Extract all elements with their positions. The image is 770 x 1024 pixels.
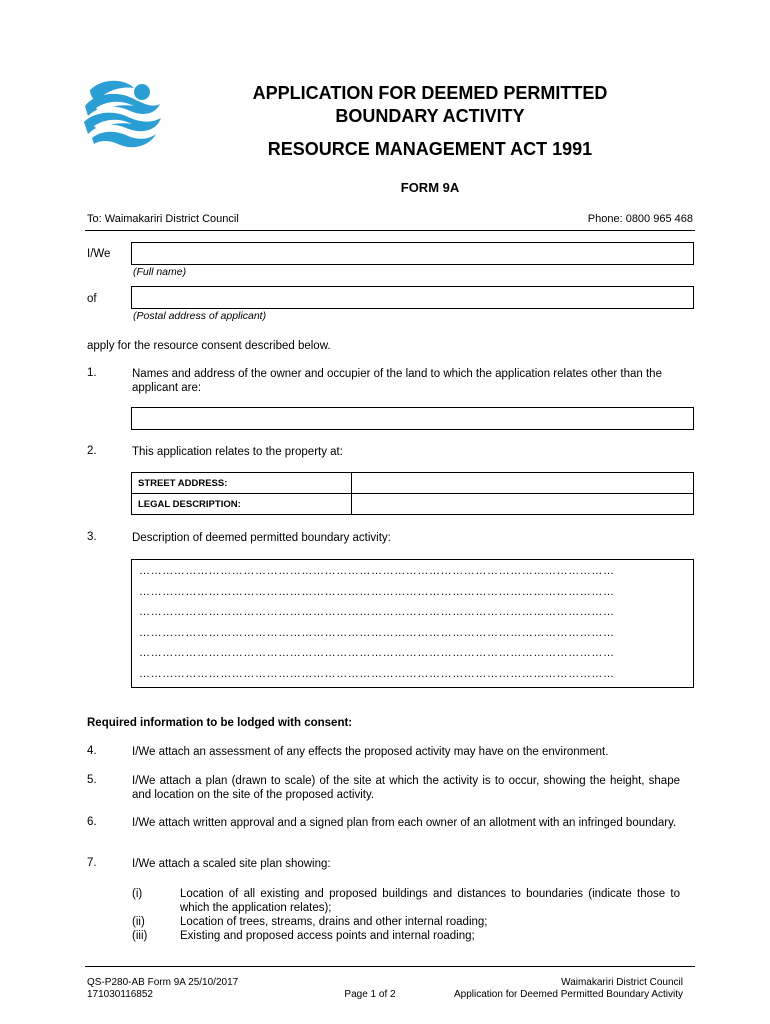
footer-page-number: Page 1 of 2	[344, 989, 396, 1000]
description-line: ……………………………………………………………………………………………………………	[139, 667, 615, 680]
legal-row	[132, 494, 694, 515]
item-number: 4.	[87, 745, 97, 757]
recipient-to: To: Waimakariri District Council	[87, 213, 239, 225]
item-text: I/We attach a plan (drawn to scale) of the site at which the activity is to occur, showing the height, shape and location on the site of the proposed activity.	[132, 775, 680, 801]
footer-divider	[85, 966, 695, 967]
form-title-line1: APPLICATION FOR DEEMED PERMITTED	[252, 83, 608, 103]
item-number: 5.	[87, 774, 97, 786]
council-logo-icon	[82, 78, 164, 150]
subitem-number: (ii)	[132, 916, 145, 928]
footer-org: Waimakariri District Council	[561, 977, 683, 988]
q2-text: This application relates to the property at:	[132, 446, 343, 458]
legal-label: LEGAL DESCRIPTION:	[132, 494, 352, 515]
act-title: RESOURCE MANAGEMENT ACT 1991	[267, 139, 593, 159]
description-line: ……………………………………………………………………………………………………………	[139, 606, 615, 618]
activity-description-field[interactable]	[131, 559, 694, 688]
property-table	[131, 472, 694, 515]
street-row	[132, 473, 694, 494]
street-address-field[interactable]	[352, 473, 694, 494]
footer-doc-title: Application for Deemed Permitted Boundary Activity	[454, 989, 683, 1000]
of-label: of	[87, 293, 97, 305]
subitem-text: Existing and proposed access points and internal roading;	[180, 930, 475, 942]
full-name-field[interactable]	[131, 242, 694, 265]
subitem-text: Location of all existing and proposed buildings and distances to boundaries (indicate those to which the application relates);	[180, 888, 680, 914]
q3-number: 3.	[87, 531, 97, 543]
q2-number: 2.	[87, 445, 97, 457]
description-line: ……………………………………………………………………………………………………………	[139, 647, 615, 659]
full-name-hint: (Full name)	[133, 266, 187, 278]
footer-doc-id: 171030116852	[87, 989, 153, 1000]
form-number: FORM 9A	[400, 180, 460, 195]
footer-doc-code: QS-P280-AB Form 9A 25/10/2017	[87, 977, 239, 988]
legal-description-field[interactable]	[352, 494, 694, 515]
description-line: ……………………………………………………………………………………………………………	[139, 585, 615, 598]
q1-number: 1.	[87, 367, 97, 379]
required-heading: Required information to be lodged with consent:	[87, 717, 353, 729]
intro-text: apply for the resource consent described below.	[87, 340, 331, 352]
header-divider	[85, 230, 695, 231]
description-line: ……………………………………………………………………………………………………………	[139, 565, 615, 577]
item-number: 7.	[87, 857, 97, 869]
subitem-number: (i)	[132, 888, 143, 900]
subitem-text: Location of trees, streams, drains and other internal roading;	[180, 916, 488, 928]
item-text: I/We attach an assessment of any effects the proposed activity may have on the environment.	[132, 746, 609, 758]
item-text: I/We attach a scaled site plan showing:	[132, 858, 331, 870]
postal-address-hint: (Postal address of applicant)	[133, 310, 267, 322]
description-line: ……………………………………………………………………………………………………………	[139, 626, 615, 639]
subitem-number: (iii)	[132, 930, 148, 942]
street-label: STREET ADDRESS:	[132, 473, 352, 494]
iwe-label: I/We	[87, 248, 111, 260]
form-title-line2: BOUNDARY ACTIVITY	[335, 106, 525, 126]
q3-text: Description of deemed permitted boundary activity:	[132, 532, 391, 544]
postal-address-field[interactable]	[131, 286, 694, 309]
q1-text: Names and address of the owner and occupier of the land to which the application relates other than the applicant are:	[132, 368, 662, 394]
item-number: 6.	[87, 816, 97, 828]
recipient-phone: Phone: 0800 965 468	[587, 213, 693, 225]
item-text: I/We attach written approval and a signed plan from each owner of an allotment with an infringed boundary.	[132, 817, 677, 829]
owner-occupier-field[interactable]	[131, 407, 694, 430]
